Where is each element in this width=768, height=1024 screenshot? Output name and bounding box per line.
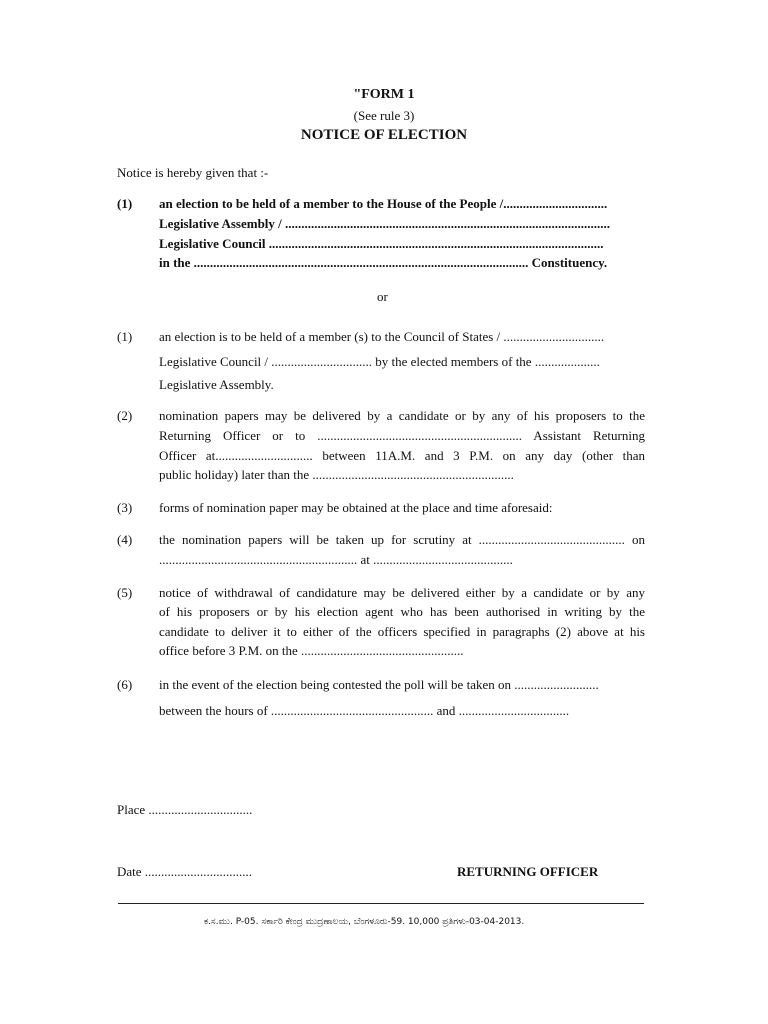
para6-number: (6) [117, 677, 133, 692]
page-title: NOTICE OF ELECTION [300, 127, 468, 143]
printer-footer: ಕ.ಸ.ಮು. P-05. ಸರ್ಕಾರಿ ಕೇಂದ್ರ ಮುದ್ರಣಾಲಯ, ಬೆಂಗಳೂರು-59. 10,000 ಪ್ರತಿಗಳು-03-04-2013. [204, 917, 525, 927]
para1-bold-line4: in the ....................................................................................................... Constituency. [159, 255, 608, 270]
rule-reference: (See rule 3) [353, 108, 415, 123]
or-separator: or [377, 289, 388, 304]
para1-bold-line2: Legislative Assembly / .................................................................................................... [159, 216, 611, 231]
date-field: Date ................................. [117, 864, 253, 879]
para6-line1: in the event of the election being contested the poll will be taken on .......................... [159, 677, 599, 692]
para2-number: (2) [117, 408, 133, 423]
para3-number: (3) [117, 500, 133, 515]
para1-line1: an election is to be held of a member (s) to the Council of States / ............................... [159, 329, 605, 344]
para5-line1: notice of withdrawal of candidature may be delivered either by a candidate or by any [159, 585, 645, 600]
para5-line3: candidate to deliver it to either of the officers specified in paragraphs (2) above at his [159, 624, 645, 639]
para3-line1: forms of nomination paper may be obtained at the place and time aforesaid: [159, 500, 553, 515]
para5-line2: of his proposers or by his election agent who has been authorised in writing by the [159, 604, 645, 619]
para5-number: (5) [117, 585, 133, 600]
para4-line1: the nomination papers will be taken up for scrutiny at ............................................. on [159, 532, 645, 547]
footer-divider [118, 903, 644, 904]
para1-bold-line3: Legislative Council ....................................................................................................... [159, 236, 604, 251]
returning-officer-signatory: RETURNING OFFICER [457, 864, 599, 879]
intro-text: Notice is hereby given that :- [117, 165, 269, 180]
para1-line3: Legislative Assembly. [159, 377, 274, 392]
para2-line4: public holiday) later than the .............................................................. [159, 467, 514, 482]
para2-line2: Returning Officer or to ............................................................... Assistant Returning [159, 428, 645, 443]
para5-line4: office before 3 P.M. on the .................................................. [159, 643, 464, 658]
para2-line3: Officer at.............................. between 11A.M. and 3 P.M. on any day (other than [159, 448, 645, 463]
para1-bold-number: (1) [117, 196, 133, 211]
para1-line2: Legislative Council / ............................... by the elected members of the .................... [159, 354, 600, 369]
form-number: "FORM 1 [353, 87, 415, 102]
para4-number: (4) [117, 532, 133, 547]
para6-line2: between the hours of .................................................. and .................................. [159, 703, 570, 718]
para4-line2: ............................................................. at ........................................... [159, 552, 513, 567]
place-field: Place ................................ [117, 802, 253, 817]
para1-bold-line1: an election to be held of a member to the House of the People /................................ [159, 196, 608, 211]
para1-number: (1) [117, 329, 133, 344]
para2-line1: nomination papers may be delivered by a candidate or by any of his proposers to the [159, 408, 645, 423]
